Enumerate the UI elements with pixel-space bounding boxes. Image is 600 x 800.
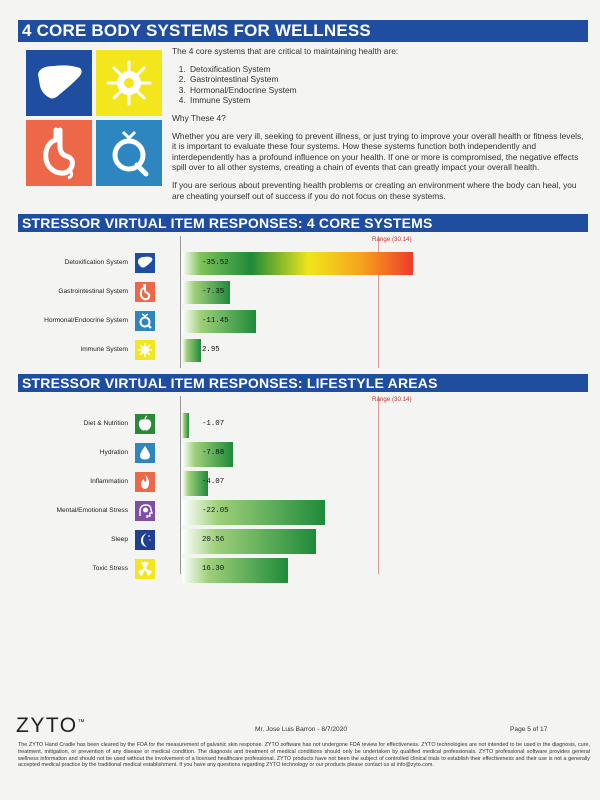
disclaimer: The ZYTO Hand Cradle has been cleared by the FDA for the measurement of galvanic skin response. ZYTO software has not undergone FDA review for effectiveness. ZYTO technologies are not intended to be used in the diagnosis, cure, treatment, mitigation, or prevention of any disease or medical condition. The diagnosis and treatment of medical conditions should only be undertaken by qualified medical professionals. ZYTO professional software provides general wellness information and should not be used without the involvement of a licensed healthcare professional. ZYTO products have not been the subject of controlled clinical trials to establish their effectiveness and their use is not a generally accepted medical practice by the traditional medical establishment. If you have any questions regarding ZYTO technology or our products please contact us at info@zyto.com.: [18, 742, 590, 769]
stomach-icon: [26, 120, 92, 186]
value-label: -7.88: [202, 449, 225, 457]
row-label: Sleep: [111, 536, 128, 543]
water-drop-icon: [135, 443, 155, 463]
liver-icon: [135, 253, 155, 273]
row-label: Immune System: [80, 346, 128, 353]
value-label: 20.56: [202, 536, 225, 544]
core-range-label: Range (30.14): [372, 236, 412, 243]
row-label: Detoxification System: [64, 259, 128, 266]
apple-icon: [135, 414, 155, 434]
row-label: Diet & Nutrition: [83, 420, 128, 427]
virus-icon: [135, 340, 155, 360]
logo-text: ZYTO: [16, 714, 78, 737]
list-item: 2. Gastrointestinal System: [188, 74, 588, 85]
head-brain-icon: [135, 501, 155, 521]
moon-icon: [135, 530, 155, 550]
row-label: Mental/Emotional Stress: [56, 507, 128, 514]
core-systems-header: STRESSOR VIRTUAL ITEM RESPONSES: 4 CORE SYSTEMS: [18, 214, 588, 232]
row-label: Hydration: [99, 449, 128, 456]
endocrine-icon: [135, 311, 155, 331]
endocrine-icon: [96, 120, 162, 186]
chart-zero-line: [180, 396, 181, 574]
tile-liver: [26, 50, 92, 116]
chart-bar: [182, 558, 288, 583]
value-label: -7.35: [202, 288, 225, 296]
chart-bar: [182, 339, 201, 362]
flame-icon: [135, 472, 155, 492]
row-label: Toxic Stress: [92, 565, 128, 572]
value-label: 16.30: [202, 565, 225, 573]
radiation-icon: [135, 559, 155, 579]
list-item: 1. Detoxification System: [188, 64, 588, 75]
liver-icon: [26, 50, 92, 116]
page-number: Page 5 of 17: [510, 726, 548, 733]
tile-stomach: [26, 120, 92, 186]
virus-icon: [96, 50, 162, 116]
list-item: 4. Immune System: [188, 95, 588, 106]
logo-trademark: ™: [77, 719, 87, 726]
intro-text: [172, 46, 588, 208]
page-title: 4 CORE BODY SYSTEMS FOR WELLNESS: [18, 20, 588, 42]
list-item: 3. Hormonal/Endocrine System: [188, 85, 588, 96]
tile-endocrine: [96, 120, 162, 186]
intro-paragraph-2: If you are serious about preventing health problems or creating an environment where the body can heal, you are cheating yourself out of success if you do not focus on these systems.: [172, 179, 577, 201]
value-label: -1.07: [202, 420, 225, 428]
value-label: -11.45: [202, 317, 229, 325]
lifestyle-range-label: Range (30.14): [372, 396, 412, 403]
patient-info: Mr. Jose Luis Barron - 8/7/2020: [255, 726, 347, 733]
tile-virus: [96, 50, 162, 116]
why-title: Why These 4?: [172, 112, 226, 123]
chart-bar: [182, 413, 189, 438]
chart-zero-line: [180, 236, 181, 368]
intro-lead: The 4 core systems that are critical to maintaining health are:: [172, 46, 399, 56]
value-label: 2.95: [202, 346, 220, 354]
stomach-icon: [135, 282, 155, 302]
intro-paragraph-1: Whether you are very ill, seeking to prevent illness, or just trying to improve your overall health or fitness levels, it is important to evaluate these four systems. How these systems function both independently and interdependently has a profound influence on your health. If one or more is compromised, the negative effects spill over to all other systems, creating a chain of events that can greatly impact your overall health.: [172, 130, 584, 173]
row-label: Gastrointestinal System: [58, 288, 128, 295]
lifestyle-header: STRESSOR VIRTUAL ITEM RESPONSES: LIFESTYLE AREAS: [18, 374, 588, 392]
chart-range-line: [378, 396, 379, 574]
row-label: Inflammation: [90, 478, 128, 485]
zyto-logo: [16, 714, 86, 738]
value-label: -35.52: [202, 259, 229, 267]
value-label: -4.07: [202, 478, 225, 486]
value-label: -22.05: [202, 507, 229, 515]
systems-list: [172, 64, 588, 106]
row-label: Hormonal/Endocrine System: [44, 317, 128, 324]
